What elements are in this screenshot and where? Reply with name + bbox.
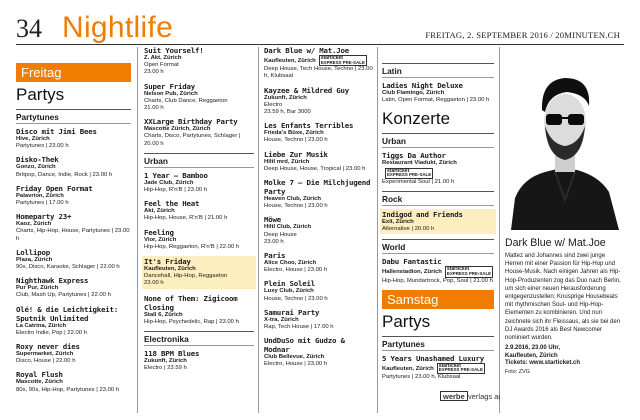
event-item bbox=[144, 46, 254, 77]
event-title: Roxy never dies bbox=[16, 342, 80, 352]
column-1 bbox=[16, 63, 131, 399]
ad-line1: werbe bbox=[443, 391, 465, 401]
event-item bbox=[264, 336, 374, 368]
event-details: Charts, Hip-Hop, House, Partytunes | 23.00 h bbox=[16, 228, 130, 242]
event-venue: Palavrion, Zürich bbox=[16, 192, 64, 199]
starticket-badge bbox=[437, 363, 485, 374]
page-title: Nightlife bbox=[62, 11, 174, 44]
event-details: Partytunes | 23.00 h, Klubsaal bbox=[382, 373, 461, 380]
event-details: Partytunes | 23.00 h bbox=[16, 143, 69, 150]
event-details: Open Format bbox=[144, 62, 179, 69]
column-divider bbox=[258, 47, 259, 413]
event-venue: Alice Choo, Zürich bbox=[264, 260, 317, 267]
event-details: House, Techno | 23.00 h bbox=[264, 295, 328, 302]
event-title: Ladies Night Deluxe bbox=[382, 81, 463, 90]
event-details: Britpop, Dance, Indie, Rock | 23.00 h bbox=[16, 171, 113, 178]
event-details: Electro Indie, Pop | 22.00 h bbox=[16, 329, 87, 336]
event-item bbox=[264, 279, 374, 302]
day-bar-saturday: Samstag bbox=[382, 290, 494, 309]
event-venue-text: Kaufleuten, Zürich bbox=[382, 365, 434, 372]
event-item bbox=[264, 121, 374, 144]
event-item bbox=[144, 171, 254, 194]
event-item bbox=[382, 257, 494, 284]
genre-heading: World bbox=[382, 239, 494, 254]
event-item bbox=[144, 199, 254, 222]
event-title: Royal Flush bbox=[16, 370, 63, 380]
column-3 bbox=[264, 46, 374, 374]
event-item bbox=[382, 354, 494, 381]
event-title: Plein Soleil bbox=[264, 279, 315, 289]
event-title: Liebe Zur Musik bbox=[264, 149, 328, 159]
event-venue: Vior, Zürich bbox=[144, 236, 177, 243]
event-item bbox=[144, 228, 254, 251]
event-item bbox=[264, 178, 374, 210]
event-venue: Gonzo, Zürich bbox=[16, 164, 56, 171]
header-rule bbox=[16, 44, 624, 45]
event-title: Suit Yourself! bbox=[144, 46, 204, 55]
feature-tickets[interactable]: Tickets: www.starticket.ch bbox=[505, 360, 581, 367]
event-title: It's Friday bbox=[144, 257, 191, 267]
event-venue: Zukunft, Zürich bbox=[264, 94, 307, 101]
event-venue: Mascotte Zürich, Zürich bbox=[144, 126, 211, 133]
starticket-badge bbox=[445, 266, 493, 277]
event-details: Hip-Hop, Reggaeton, R'n'B | 22.00 h bbox=[144, 243, 240, 250]
event-title: 118 BPM Blues bbox=[144, 349, 200, 359]
genre-heading: Partytunes bbox=[382, 336, 494, 351]
event-list bbox=[382, 151, 494, 186]
event-item bbox=[382, 81, 494, 104]
feature-caption bbox=[505, 237, 625, 375]
category-heading: Partys bbox=[16, 85, 65, 104]
badge-brand: starticket bbox=[320, 55, 343, 61]
page-number: 34 bbox=[16, 14, 42, 43]
event-details: Dancehall, Hip-Hop, Reggaeton bbox=[144, 273, 228, 280]
event-item bbox=[264, 46, 374, 81]
event-item bbox=[144, 117, 254, 148]
event-venue: Mascotte, Zürich bbox=[16, 379, 63, 386]
event-venue: Frieda's Büxe, Zürich bbox=[264, 130, 324, 137]
genre-heading: Urban bbox=[144, 153, 254, 168]
event-venue: Plaza, Zürich bbox=[16, 256, 53, 263]
event-details: Hip-Hop, R'n'B | 23.00 h bbox=[144, 187, 208, 194]
event-title: Paris bbox=[264, 251, 286, 261]
badge-sub: EXPRESS PRE-SALE bbox=[438, 367, 483, 373]
feature-venue: Kaufleuten, Zürich bbox=[505, 352, 558, 359]
event-venue: Heaven Club, Zürich bbox=[264, 196, 321, 203]
event-venue: Club Bellevue, Zürich bbox=[264, 354, 325, 361]
event-title: 1 Year – Bamboo bbox=[144, 170, 208, 180]
event-item bbox=[264, 251, 374, 274]
event-title: UndDuSo mit Gudzo & Modnar bbox=[264, 336, 345, 355]
event-item bbox=[16, 127, 131, 150]
event-details: Latin, Open Format, Reggaeton | 23.00 h bbox=[382, 97, 490, 104]
event-title: Tiggs Da Author bbox=[382, 151, 446, 161]
event-title: Feel the Heat bbox=[144, 199, 200, 209]
event-venue: Supermarket, Zürich bbox=[16, 351, 74, 358]
event-item bbox=[16, 342, 131, 365]
event-venue: Pur Pur, Zürich bbox=[16, 285, 59, 292]
event-venue: Hiltl Club, Zürich bbox=[264, 224, 312, 231]
event-time: 21.00 h bbox=[144, 105, 164, 112]
event-title: XXLarge Birthday Party bbox=[144, 117, 238, 127]
event-title: 5 Years Unashamed Luxury bbox=[382, 353, 484, 363]
event-list bbox=[264, 46, 374, 369]
event-item bbox=[16, 276, 131, 299]
feature-photo bbox=[505, 60, 625, 230]
event-venue: Kaoz, Zürich bbox=[16, 221, 52, 228]
event-details: Alternative | 20.00 h bbox=[382, 226, 435, 233]
column-2 bbox=[144, 46, 254, 377]
event-list bbox=[16, 127, 131, 394]
dateline: FREITAG, 2. SEPTEMBER 2016 / 20MINUTEN.CH bbox=[425, 30, 620, 40]
event-item bbox=[16, 305, 131, 337]
portrait-image bbox=[505, 60, 625, 230]
category-heading: Konzerte bbox=[382, 109, 451, 129]
column-4 bbox=[382, 63, 494, 386]
event-item bbox=[144, 349, 254, 372]
event-title: Olé! & die Leichtigkeit: Sputnik Unlimited bbox=[16, 304, 118, 323]
event-venue-text: Kaufleuten, Zürich bbox=[264, 58, 316, 65]
badge-brand: starticket bbox=[387, 167, 410, 174]
event-venue: Akt, Zürich bbox=[144, 208, 175, 215]
genre-heading: Rock bbox=[382, 191, 494, 206]
event-venue: Nelson Pub, Zürich bbox=[144, 90, 198, 97]
event-item bbox=[16, 155, 131, 178]
event-details: Hip-Hop, Psychedelic, Rap | 23.00 h bbox=[144, 318, 239, 325]
event-venue: Kaufleuten, Zürich bbox=[144, 266, 196, 273]
event-venue: La Catrina, Zürich bbox=[16, 322, 67, 329]
starticket-badge bbox=[385, 168, 433, 179]
event-details: Electro bbox=[264, 101, 283, 108]
feature-date: 2.9.2016, 23.00 Uhr, bbox=[505, 345, 561, 352]
event-details: House, Techno | 23.00 h bbox=[264, 203, 328, 210]
event-item bbox=[380, 209, 496, 234]
event-title: Disko-Thek bbox=[16, 155, 59, 165]
event-item bbox=[16, 212, 131, 243]
genre-heading: Latin bbox=[382, 63, 494, 78]
event-title: Friday Open Format bbox=[16, 183, 93, 193]
event-title: Möwe bbox=[264, 215, 281, 225]
event-title: Molke 7 – Die Milchjugend Party bbox=[264, 178, 371, 197]
event-details: Disco, House | 22.00 h bbox=[16, 358, 76, 365]
event-venue: X-tra, Zürich bbox=[264, 316, 299, 323]
event-details: Club, Mash Up, Partytunes | 22.00 h bbox=[16, 292, 111, 299]
event-title: Disco mit Jimi Bees bbox=[16, 127, 97, 136]
event-item bbox=[144, 82, 254, 113]
event-time: 23.00 h bbox=[264, 238, 284, 245]
event-list bbox=[382, 209, 494, 234]
event-details: Rap, Tech House | 17.00 h bbox=[264, 324, 334, 331]
event-details: 80s, 90s, Hip-Hop, Partytunes | 23.00 h bbox=[16, 386, 120, 393]
event-venue: Z. Akt, Zürich bbox=[144, 55, 182, 61]
event-details: Deep House, House, Tropical | 23.00 h bbox=[264, 165, 366, 172]
event-venue: Exil, Zürich bbox=[382, 219, 414, 225]
event-time: 23.00 h bbox=[144, 69, 164, 76]
event-details: Electro | 23.59 h bbox=[144, 365, 187, 372]
event-title: Les Enfants Terribles bbox=[264, 121, 354, 131]
event-list bbox=[144, 349, 254, 372]
event-venue: Hiltl mrd, Zürich bbox=[264, 158, 310, 165]
event-venue bbox=[264, 55, 374, 66]
event-item bbox=[264, 308, 374, 331]
event-title: Super Friday bbox=[144, 81, 195, 91]
event-venue: Hive, Zürich bbox=[16, 136, 50, 142]
genre-heading: Partytunes bbox=[16, 109, 131, 124]
event-venue: Zukunft, Zürich bbox=[144, 358, 187, 365]
event-details: Charts, Club Dance, Reggaeton bbox=[144, 97, 228, 104]
day-bar-friday: Freitag bbox=[16, 63, 131, 82]
column-divider bbox=[137, 47, 138, 413]
badge-sub: EXPRESS PRE-SALE bbox=[446, 271, 492, 276]
badge-brand: starticket bbox=[438, 362, 461, 369]
event-details: Electro, House | 23.00 h bbox=[264, 267, 328, 274]
event-item bbox=[144, 294, 254, 326]
badge-sub: EXPRESS PRE-SALE bbox=[387, 172, 432, 178]
event-title: Indigod and Friends bbox=[382, 210, 463, 219]
event-venue: Jade Club, Zürich bbox=[144, 179, 194, 186]
column-divider bbox=[377, 47, 378, 413]
event-item bbox=[264, 150, 374, 173]
event-title: Samurai Party bbox=[264, 307, 320, 317]
category-heading: Partys bbox=[382, 311, 431, 331]
event-title: Dark Blue w/ Mat.Joe bbox=[264, 46, 349, 55]
event-venue: Stall 6, Zürich bbox=[144, 311, 183, 318]
event-details: Deep House, Tech House, Techno | 23.00 h, Klubsaal bbox=[264, 66, 373, 80]
starticket-badge bbox=[319, 55, 367, 66]
event-details: Experimental Soul | 21.00 h bbox=[382, 178, 455, 185]
event-details: 90s, Disco, Karaoke, Schlager | 22.00 h bbox=[16, 264, 120, 271]
event-title: None of Them: Zigicoom Closing bbox=[144, 293, 238, 312]
genre-heading: Electronika bbox=[144, 331, 254, 346]
event-title: Lollipop bbox=[16, 247, 50, 257]
event-details: House, Techno | 23.00 h bbox=[264, 137, 328, 144]
badge-sub: EXPRESS PRE-SALE bbox=[320, 59, 365, 65]
genre-heading: Urban bbox=[382, 133, 494, 148]
event-venue: Club Flamingo, Zürich bbox=[382, 90, 445, 96]
ad-line2: verlags ag bbox=[468, 391, 500, 401]
event-title: Dabu Fantastic bbox=[382, 257, 442, 267]
event-venue-text: Restaurant Viadukt, Zürich bbox=[382, 160, 457, 167]
photo-credit: Foto: ZVG bbox=[505, 369, 530, 376]
event-list bbox=[144, 171, 254, 326]
event-venue bbox=[382, 266, 494, 277]
event-details: Deep House bbox=[264, 231, 297, 238]
event-time: 23.59 h, Bar 3000 bbox=[264, 109, 311, 115]
badge-brand: starticket bbox=[446, 266, 470, 273]
event-item bbox=[264, 86, 374, 117]
event-item bbox=[16, 370, 131, 393]
event-details: Charts, Disco, Partytunes, Schlager | 20.00 h bbox=[144, 133, 241, 147]
feature-title: Dark Blue w/ Mat.Joe bbox=[505, 237, 606, 249]
event-venue: Luxy Club, Zürich bbox=[264, 288, 314, 295]
event-list bbox=[382, 257, 494, 284]
event-title: Kayzee & Mildred Guy bbox=[264, 85, 349, 95]
event-item bbox=[16, 248, 131, 271]
event-venue bbox=[382, 160, 494, 178]
event-item bbox=[16, 184, 131, 207]
column-divider bbox=[499, 47, 500, 413]
event-list bbox=[382, 354, 494, 381]
feature-text: Mattez and Johannes sind zwei junge Herren mit einer Passion für Hip-Hop und House-Musik. Nach einigen Jahren als Hip-Hop-Produzenten zog das Duo nach Berlin, um sich einer neuen Herausforderung entgegenzustellen: Knusprige Housebeats mit rhythmischen Soul- und Hip-Hop-Elementen zu kombinieren. Und nun zeichnete sich ihr Fleissaus, als sie bei den DJ Awards 2016 als Best Newcomer nominiert wurden. bbox=[505, 253, 621, 342]
event-item bbox=[142, 256, 256, 289]
werbeverlag-logo bbox=[440, 391, 500, 407]
event-venue bbox=[382, 363, 494, 374]
event-details: Hip-Hop, House, R'n'B | 21.00 h bbox=[144, 215, 228, 222]
event-item bbox=[264, 215, 374, 246]
event-title: Feeling bbox=[144, 227, 174, 237]
event-details: Hip-Hop, Mundartrock, Pop, Soul | 21.00 h bbox=[382, 277, 493, 284]
event-title: Nighthawk Express bbox=[16, 276, 89, 286]
event-item bbox=[382, 151, 494, 186]
event-time: 23.00 h bbox=[144, 280, 164, 287]
event-list bbox=[144, 46, 254, 148]
event-details: Partytunes | 17.00 h bbox=[16, 200, 69, 207]
event-list bbox=[382, 81, 494, 104]
event-details: Electro, House | 23.00 h bbox=[264, 361, 328, 368]
event-venue-text: Hallenstadion, Zürich bbox=[382, 269, 442, 276]
event-title: Homeparty 23+ bbox=[16, 212, 72, 222]
